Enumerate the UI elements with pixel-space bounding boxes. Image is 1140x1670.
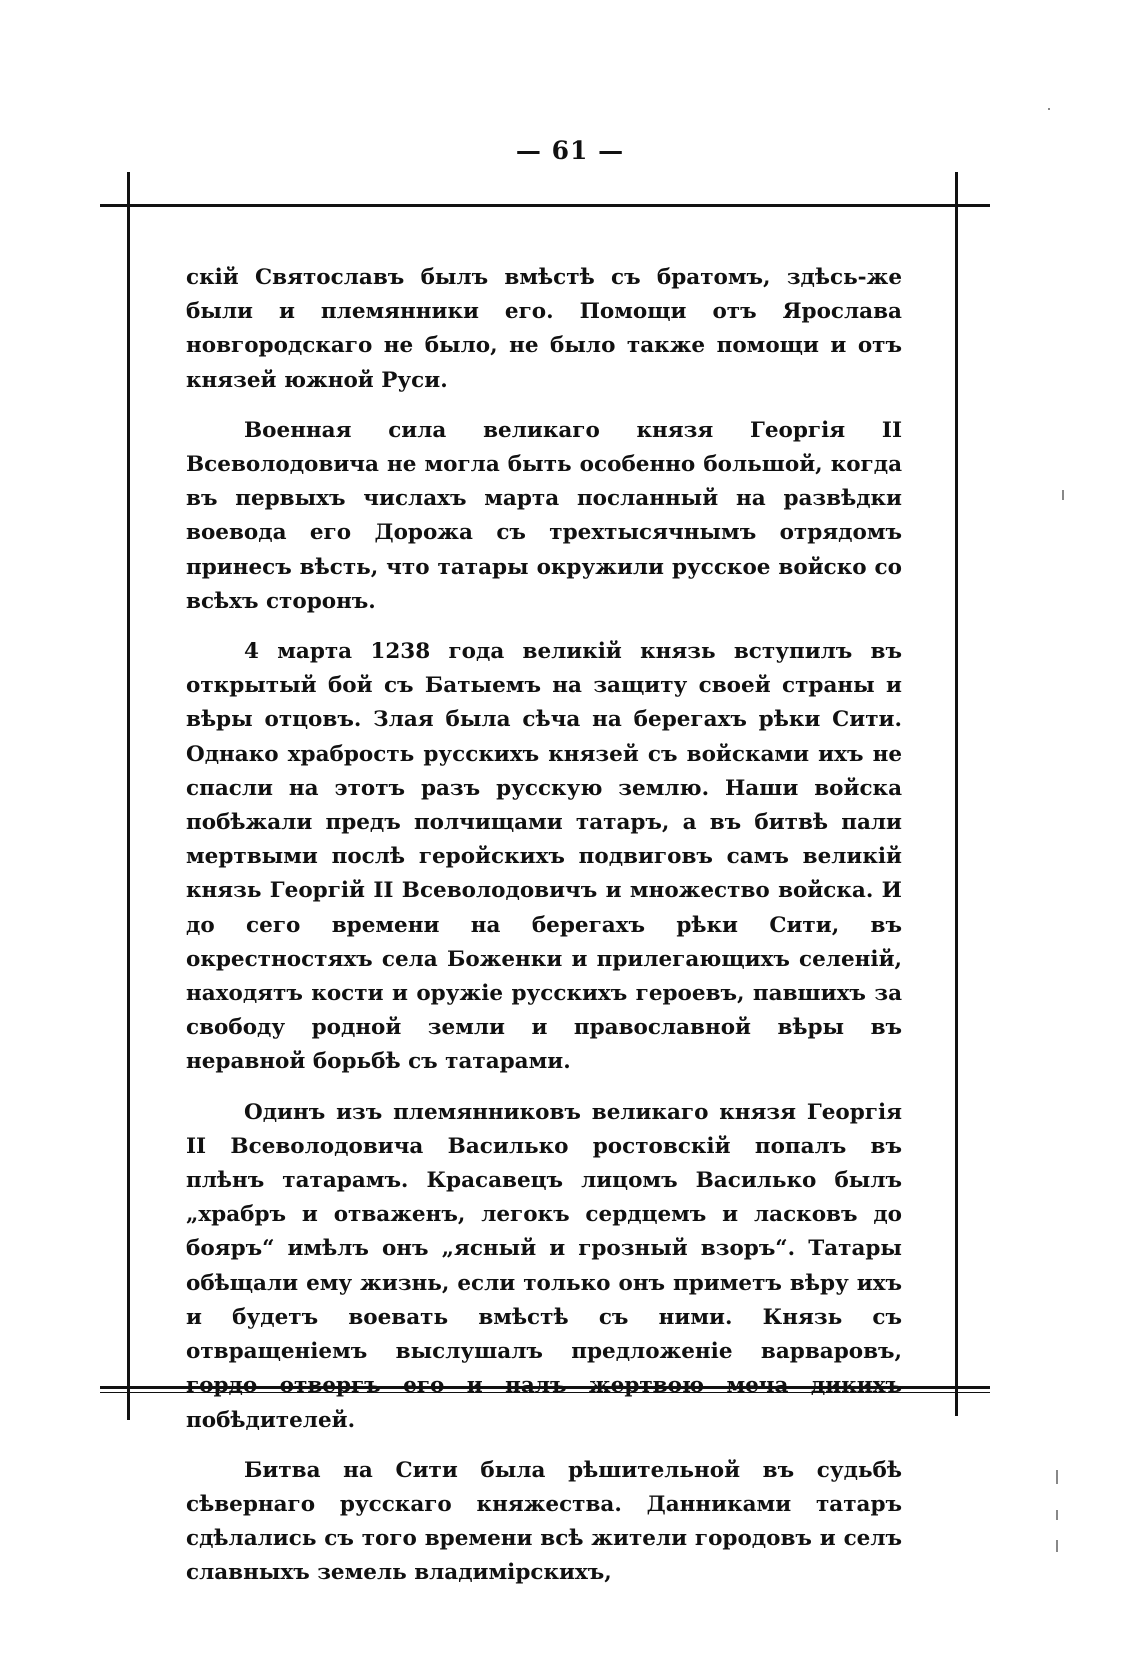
left-frame-rule — [127, 172, 130, 1420]
scan-speck — [1062, 490, 1064, 500]
paragraph-4: Одинъ изъ племянниковъ великаго князя Георгія II Всеволодовича Василько ростовскій попалъ въ плѣнъ татарамъ. Красавецъ лицомъ Василько былъ „храбръ и отваженъ, легокъ сердцемъ и ласковъ до бояръ“ имѣлъ онъ „ясный и грозный взоръ“. Татары обѣщали ему жизнь, если только онъ приметъ вѣру ихъ и будетъ воевать вмѣстѣ съ ними. Князь съ отвращеніемъ выслушалъ предложеніе варваровъ, гордо отвергъ его и палъ жертвою меча дикихъ побѣдителей. — [186, 1099, 902, 1433]
body-text — [186, 261, 902, 1591]
scan-speck — [1048, 108, 1050, 110]
paragraph-3: 4 марта 1238 года великій князь вступилъ въ открытый бой съ Батыемъ на защиту своей страны и вѣры отцовъ. Злая была сѣча на берегахъ рѣки Сити. Однако храбрость русскихъ князей съ войсками ихъ не спасли на этотъ разъ русскую землю. Наши войска побѣжали предъ полчищами татаръ, а въ битвѣ пали мертвыми послѣ геройскихъ подвиговъ самъ великій князь Георгій II Всеволодовичъ и множество войска. И до сего времени на берегахъ рѣки Сити, въ окрестностяхъ села Боженки и прилегающихъ селеній, находятъ кости и оружіе русскихъ героевъ, павшихъ за свободу родной земли и православной вѣры въ неравной борьбѣ съ татарами. — [186, 639, 902, 1075]
paragraph-1: скій Святославъ былъ вмѣстѣ съ братомъ, здѣсь-же были и племянники его. Помощи отъ Ярослава новгородскаго не было, не было также помощи и отъ князей южной Руси. — [186, 265, 902, 393]
page-number: — 61 — — [515, 136, 625, 165]
paragraph-2: Военная сила великаго князя Георгія II Всеволодовича не могла быть особенно большой, когда въ первыхъ числахъ марта посланный на развѣдки воевода его Дорожа съ трехтысячнымъ отрядомъ принесъ вѣсть, что татары окружили русское войско со всѣхъ сторонъ. — [186, 417, 902, 614]
top-frame-rule — [100, 204, 990, 207]
paragraph-5: Битва на Сити была рѣшительной въ судьбѣ сѣвернаго русскаго княжества. Данниками татаръ сдѣлались съ того времени всѣ жители городовъ и селъ славныхъ земель владимірскихъ, — [186, 1457, 902, 1586]
scan-speck — [1056, 1470, 1058, 1484]
scan-speck — [1056, 1510, 1058, 1520]
right-frame-rule — [955, 172, 958, 1416]
scan-speck — [1056, 1540, 1058, 1552]
